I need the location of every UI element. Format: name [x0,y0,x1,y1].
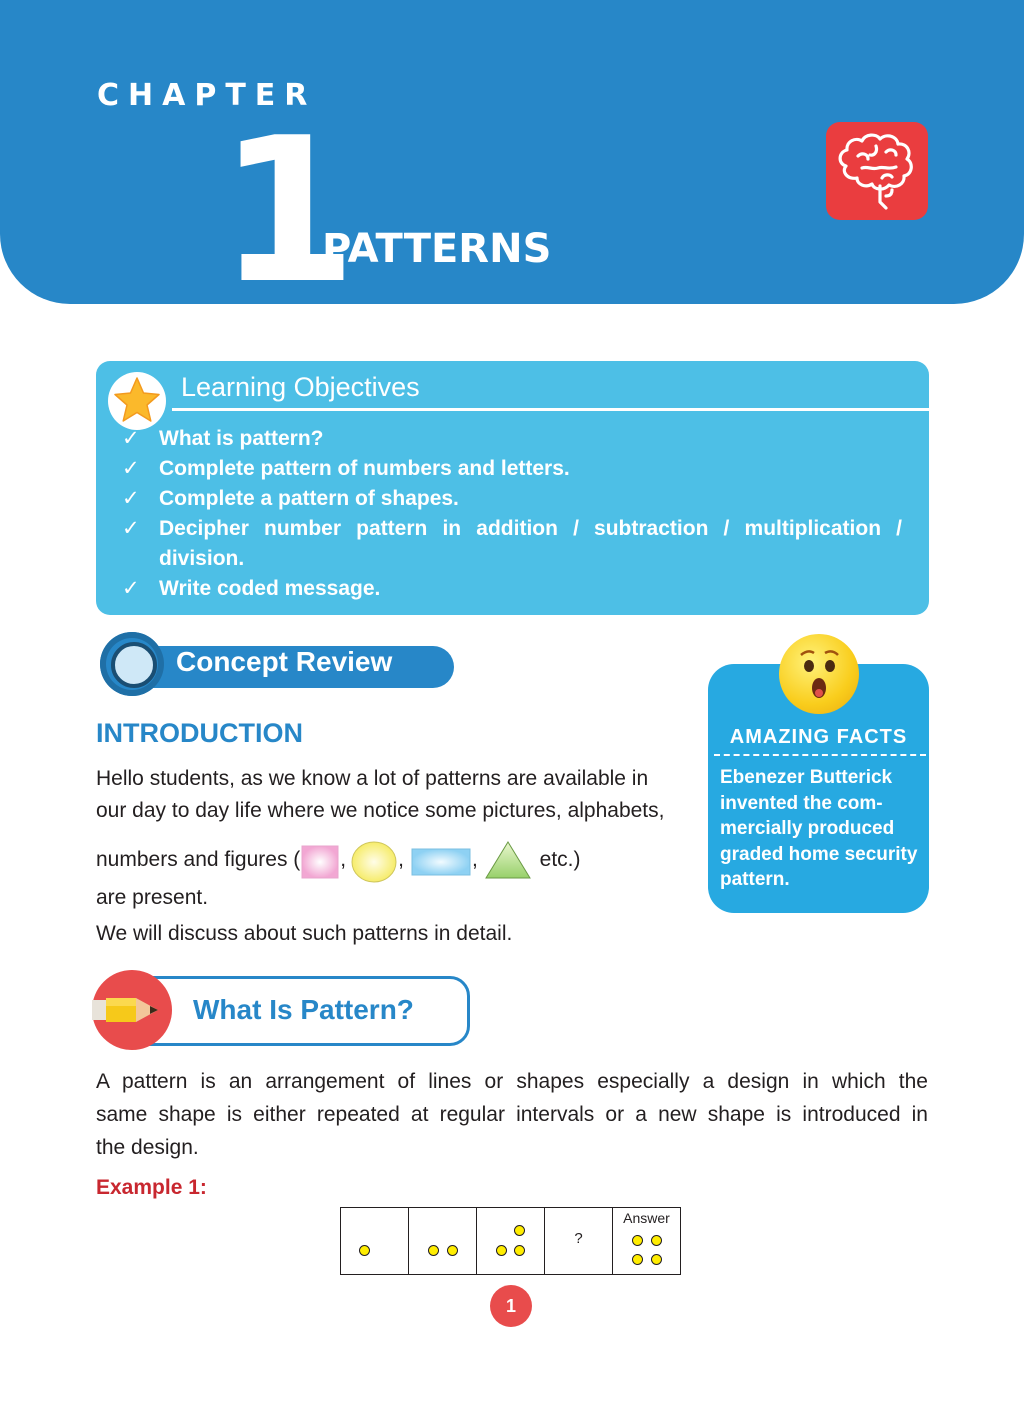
learning-objectives-title: Learning Objectives [181,372,420,402]
introduction-heading: INTRODUCTION [96,718,303,748]
square-shape [300,844,340,880]
objective-item: ✓ Write coded message. [122,574,902,604]
definition-line: A pattern is an arrangement of lines or shapes especially a design in which the [96,1070,928,1093]
triangle-shape [484,840,532,880]
check-icon: ✓ [122,487,140,510]
objective-item: ✓ Complete a pattern of shapes. [122,484,902,514]
dot [514,1225,525,1236]
surprised-face-icon [779,634,859,714]
check-icon: ✓ [122,517,140,540]
brain-icon [826,122,928,220]
intro-line: Hello students, as we know a lot of patterns are available in [96,767,649,790]
objective-item: ✓ What is pattern? [122,424,902,454]
chapter-label: CHAPTER [97,78,317,113]
star-icon [108,372,166,430]
page-number: 1 [490,1285,532,1327]
intro-line: We will discuss about such patterns in detail. [96,922,513,945]
pattern-table [340,1207,681,1275]
pattern-cell [409,1208,477,1275]
dot [632,1235,643,1246]
dot [428,1245,439,1256]
amazing-facts-title: AMAZING FACTS [729,726,908,748]
pattern-cell [477,1208,545,1275]
pattern-cell [341,1208,409,1275]
objectives-list [122,424,902,604]
what-is-pattern-title: What Is Pattern? [193,994,414,1025]
definition-line: same shape is either repeated at regular intervals or a new shape is introduced in [96,1103,928,1126]
chapter-number: 1 [218,95,358,328]
brain-badge [826,122,928,220]
concept-review-title: Concept Review [176,646,393,677]
question-mark: ? [574,1230,583,1247]
intro-line-shapes: numbers and figures ( , , , etc.) [96,836,581,884]
intro-line: our day to day life where we notice some pictures, alphabets, [96,799,665,822]
check-icon: ✓ [122,577,140,600]
objective-item: ✓ Decipher number pattern in addition / subtraction / multiplication / division. [122,514,902,574]
answer-cell [613,1208,681,1275]
rectangle-shape [410,847,472,877]
question-cell [545,1208,613,1275]
dot [359,1245,370,1256]
intro-line: are present. [96,886,209,909]
divider [172,408,929,411]
check-icon: ✓ [122,457,140,480]
pencil-badge [92,970,172,1050]
definition-line: the design. [96,1136,199,1159]
dot [447,1245,458,1256]
objective-item: ✓ Complete pattern of numbers and letters. [122,454,902,484]
star-badge [108,372,166,430]
dot [651,1254,662,1265]
dot [514,1245,525,1256]
check-icon: ✓ [122,427,140,450]
dot [651,1235,662,1246]
dot [496,1245,507,1256]
magnifier-icon [111,642,157,688]
pencil-icon [92,970,172,1050]
dot [632,1254,643,1265]
chapter-title: PATTERNS [322,226,552,272]
example-label: Example 1: [96,1176,207,1199]
circle-shape [350,840,398,884]
dashed-divider [714,754,926,756]
amazing-facts-text: Ebenezer Butterick invented the com- mercially produced graded home security pattern. [720,767,918,890]
answer-label: Answer [623,1210,670,1226]
